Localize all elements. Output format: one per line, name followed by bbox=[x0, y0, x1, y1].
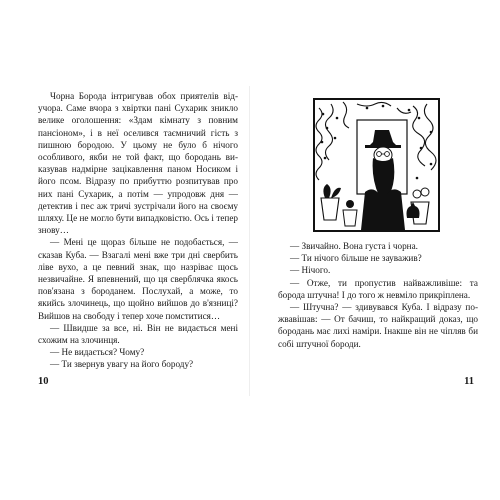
gutter bbox=[249, 86, 250, 396]
paragraph: — Швидше за все, ні. Він не видається мені схожим на злочинця. bbox=[38, 322, 238, 346]
right-text-column bbox=[278, 240, 478, 350]
page-number-right: 11 bbox=[464, 376, 474, 387]
paragraph: — Ти нічого більше не зауважив? bbox=[290, 253, 422, 264]
illustration-bearded-man bbox=[313, 98, 440, 232]
left-text-column bbox=[38, 90, 238, 371]
paragraph: — Нічого. bbox=[290, 265, 331, 276]
right-page bbox=[252, 86, 492, 396]
left-page bbox=[8, 86, 248, 396]
book-spread bbox=[8, 86, 492, 396]
illustration-drawing bbox=[313, 98, 440, 232]
page-number-left: 10 bbox=[38, 376, 49, 387]
paragraph: — Отже, ти пропустив найважливіше: та борода штучна! І до того ж невміло прикріплена. bbox=[278, 277, 478, 300]
paragraph: — Не видається? Чому? bbox=[50, 347, 145, 358]
paragraph: — Мені це щораз більше не подобається, — сказав Куба. — Взагалі мені вже три дні свербить ліве вухо, а це певний знак, що назріває щось незвичайне. Я впевнений, що ця сверблячка якось пов'язана з бороданем. Послухай, а може, то якийсь злочинець, що щойно вийшов до в'язниці? Вийшов на свободу і тепер хоче помститися… bbox=[38, 237, 238, 321]
paragraph: — Звичайно. Вона густа і чорна. bbox=[290, 241, 418, 251]
paragraph: — Ти звернув увагу на його бороду? bbox=[50, 359, 194, 370]
paragraph: — Штучна? — здивувався Куба. І відразу пожвавішав: — От бачиш, то найкращий доказ, що бородань має лихі наміри. Інакше він не чіпляв би собі штучної бороди. bbox=[278, 302, 478, 349]
paragraph: Чорна Борода інтригував обох приятелів відучора. Саме вчора з хвіртки пані Сухарик зникло велике оголошення: «Здам кімнату з повним пансіоном», і в неї оселився таємничий гість з пишною бородою. У цьому не було б нічого особливого, якби не той факт, що бородань виказував надмірне зацікавлення паном Носиком і його псом. Відразу по прибуттю розпитував про них пані Сухарик, а потім — упродовж дня — детектив і пес аж тричі зустрічали його на своєму шляху. Це не могло бути випадковістю. Ось і тепер знову… bbox=[38, 91, 238, 236]
